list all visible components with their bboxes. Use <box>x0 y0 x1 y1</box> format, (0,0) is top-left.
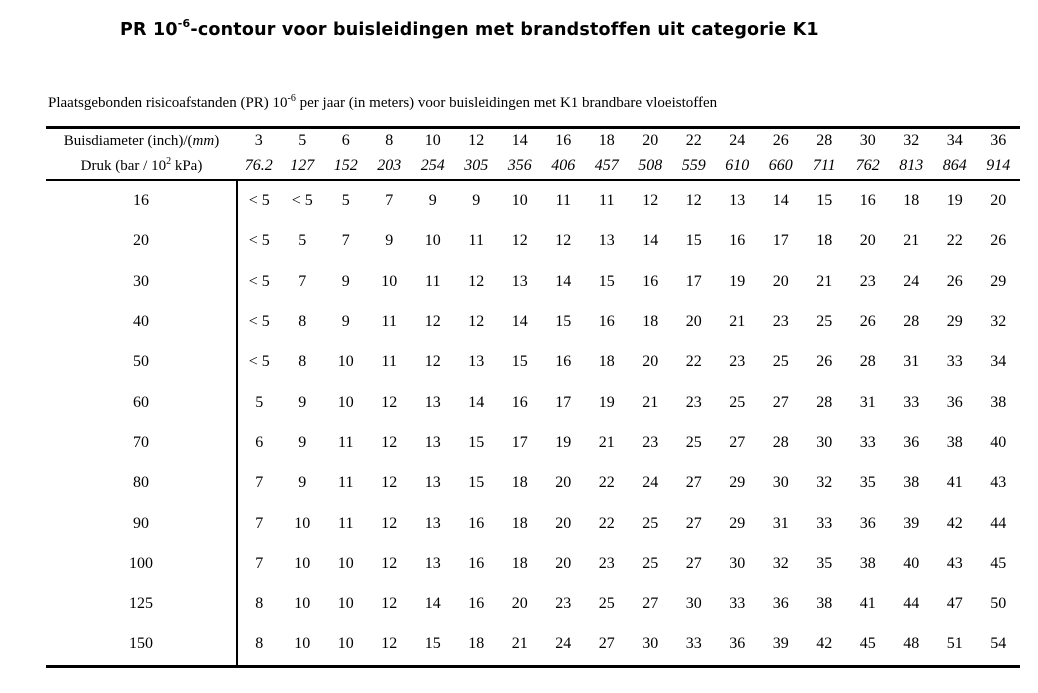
distance-cell: 30 <box>629 624 673 666</box>
distance-cell: 23 <box>598 554 615 572</box>
distance-cell: 7 <box>341 232 350 250</box>
distance-cell: 48 <box>890 624 934 666</box>
distance-cell: 10 <box>324 624 368 666</box>
distance-cell: 25 <box>772 353 789 371</box>
distance-cell: 12 <box>424 353 441 371</box>
diameter-inch-cell: 34 <box>933 128 977 154</box>
table-row <box>46 221 1020 261</box>
table-caption <box>48 95 717 112</box>
header-label-diameter <box>46 128 237 154</box>
distance-cell: 24 <box>642 474 659 492</box>
diameter-inch-cell: 8 <box>368 128 412 154</box>
distance-cell: 16 <box>859 192 876 210</box>
distance-cell: 24 <box>542 624 586 666</box>
table-row <box>46 382 1020 422</box>
distance-cell: 15 <box>598 272 615 290</box>
caption-suffix: per jaar (in meters) voor buisleidingen met K1 brandbare vloeistoffen <box>295 95 718 111</box>
header-label-pressure <box>46 153 237 180</box>
distance-cell: 21 <box>816 272 833 290</box>
diameter-mm-cell: 203 <box>368 153 412 180</box>
distance-cell: 25 <box>685 433 702 451</box>
distance-cell: 10 <box>281 624 325 666</box>
page-title <box>120 17 819 40</box>
diameter-mm-cell: 406 <box>542 153 586 180</box>
distance-cell: 16 <box>555 353 572 371</box>
distance-cell: 43 <box>990 474 1007 492</box>
diameter-mm-cell: 660 <box>759 153 803 180</box>
distance-cell: < 5 <box>291 192 313 210</box>
pressure-label: 16 <box>46 180 237 221</box>
distance-cell: 18 <box>642 313 659 331</box>
distance-cell: 35 <box>859 474 876 492</box>
distance-cell: 17 <box>555 393 572 411</box>
distance-cell: 27 <box>685 554 702 572</box>
distance-cell: 20 <box>685 313 702 331</box>
distance-cell: 36 <box>903 433 920 451</box>
distance-cell: 12 <box>381 393 398 411</box>
distance-cell: 9 <box>341 272 350 290</box>
distance-cell: 18 <box>511 474 528 492</box>
diameter-mm-cell: 762 <box>846 153 890 180</box>
diameter-mm-cell: 813 <box>890 153 934 180</box>
distance-cell: 23 <box>555 595 572 613</box>
distance-cell: 7 <box>255 554 264 572</box>
distance-cell: 23 <box>772 313 789 331</box>
distance-cell: 14 <box>468 393 485 411</box>
header-label-diameter-text: Buisdiameter (inch)/( <box>63 132 193 149</box>
distance-cell: 18 <box>511 514 528 532</box>
distance-cell: 28 <box>772 433 789 451</box>
distance-cell: 12 <box>381 474 398 492</box>
caption-prefix: Plaatsgebonden risicoafstanden (PR) 10 <box>48 95 288 111</box>
caption-exponent: -6 <box>287 93 296 104</box>
distance-cell: 42 <box>946 514 963 532</box>
diameter-mm-cell: 305 <box>455 153 499 180</box>
distance-cell: 33 <box>946 353 963 371</box>
distance-cell: 38 <box>859 554 876 572</box>
distance-cell: 19 <box>946 192 963 210</box>
distance-cell: 16 <box>598 313 615 331</box>
distance-cell: 15 <box>511 353 528 371</box>
distance-cell: 38 <box>946 433 963 451</box>
distance-cell: 39 <box>903 514 920 532</box>
distance-cell: 25 <box>642 554 659 572</box>
distance-cell: 29 <box>729 514 746 532</box>
distance-cell: 18 <box>903 192 920 210</box>
distance-cell: 18 <box>598 353 615 371</box>
distance-cell: 39 <box>759 624 803 666</box>
pressure-label: 20 <box>46 221 237 261</box>
distance-cell: 24 <box>903 272 920 290</box>
distance-cell: 12 <box>642 192 659 210</box>
distance-cell: 27 <box>729 433 746 451</box>
diameter-mm-cell: 711 <box>803 153 847 180</box>
distance-cell: 22 <box>598 514 615 532</box>
distance-cell: 12 <box>368 624 412 666</box>
distance-cell: 31 <box>772 514 789 532</box>
distance-cell: 10 <box>337 353 354 371</box>
diameter-inch-cell: 20 <box>629 128 673 154</box>
distance-cell: 17 <box>772 232 789 250</box>
distance-cell: < 5 <box>248 272 270 290</box>
distance-cell: 20 <box>859 232 876 250</box>
distance-cell: 33 <box>729 595 746 613</box>
distance-cell: 30 <box>772 474 789 492</box>
distance-cell: 14 <box>642 232 659 250</box>
distance-cell: 18 <box>816 232 833 250</box>
distance-cell: 7 <box>255 514 264 532</box>
distance-cell: 11 <box>599 192 615 210</box>
distance-cell: 20 <box>555 554 572 572</box>
distance-cell: 10 <box>294 514 311 532</box>
distance-cell: 35 <box>816 554 833 572</box>
distance-cell: 27 <box>772 393 789 411</box>
header-label-pressure-unit: kPa) <box>171 157 203 174</box>
diameter-mm-cell: 356 <box>498 153 542 180</box>
diameter-inch-cell: 3 <box>237 128 281 154</box>
distance-cell: 21 <box>642 393 659 411</box>
distance-cell: 9 <box>298 474 307 492</box>
pressure-label: 150 <box>46 624 237 666</box>
distance-cell: 20 <box>772 272 789 290</box>
risk-distance-table <box>46 126 1020 668</box>
distance-cell: 27 <box>642 595 659 613</box>
distance-cell: 23 <box>859 272 876 290</box>
distance-cell: 41 <box>859 595 876 613</box>
distance-cell: 5 <box>255 393 264 411</box>
distance-cell: 8 <box>255 595 264 613</box>
distance-cell: 7 <box>298 272 307 290</box>
table-row <box>46 503 1020 543</box>
distance-cell: 6 <box>255 433 264 451</box>
diameter-mm-cell: 508 <box>629 153 673 180</box>
distance-cell: 13 <box>424 393 441 411</box>
distance-cell: 15 <box>555 313 572 331</box>
distance-cell: 12 <box>685 192 702 210</box>
distance-cell: 19 <box>598 393 615 411</box>
distance-cell: 18 <box>455 624 499 666</box>
pressure-label: 30 <box>46 262 237 302</box>
distance-cell: 23 <box>642 433 659 451</box>
distance-cell: 15 <box>468 433 485 451</box>
distance-cell: 9 <box>341 313 350 331</box>
diameter-inch-cell: 30 <box>846 128 890 154</box>
distance-cell: 10 <box>294 595 311 613</box>
distance-cell: 36 <box>772 595 789 613</box>
distance-cell: 16 <box>468 554 485 572</box>
table-row <box>46 302 1020 342</box>
distance-cell: 9 <box>472 192 481 210</box>
distance-cell: 9 <box>428 192 437 210</box>
header-row-diameter-mm <box>46 153 1020 180</box>
distance-cell: 12 <box>468 313 485 331</box>
distance-cell: 13 <box>424 514 441 532</box>
header-label-diameter-close: ) <box>214 132 220 149</box>
distance-cell: 41 <box>946 474 963 492</box>
diameter-inch-cell: 32 <box>890 128 934 154</box>
table-body <box>46 180 1020 666</box>
distance-cell: 26 <box>990 232 1007 250</box>
distance-cell: 38 <box>903 474 920 492</box>
diameter-mm-cell: 610 <box>716 153 760 180</box>
table-row <box>46 180 1020 221</box>
distance-cell: 11 <box>468 232 484 250</box>
diameter-inch-cell: 36 <box>977 128 1021 154</box>
distance-cell: 18 <box>511 554 528 572</box>
distance-cell: 11 <box>425 272 441 290</box>
distance-cell: 7 <box>385 192 394 210</box>
distance-cell: < 5 <box>248 353 270 371</box>
distance-cell: 31 <box>859 393 876 411</box>
distance-cell: 38 <box>990 393 1007 411</box>
pressure-label: 80 <box>46 463 237 503</box>
pressure-label: 50 <box>46 342 237 382</box>
distance-cell: 51 <box>933 624 977 666</box>
distance-cell: 8 <box>237 624 281 666</box>
distance-cell: 16 <box>511 393 528 411</box>
distance-cell: 20 <box>990 192 1007 210</box>
diameter-inch-cell: 10 <box>411 128 455 154</box>
distance-cell: 9 <box>385 232 394 250</box>
distance-cell: 26 <box>859 313 876 331</box>
header-label-pressure-text: Druk (bar / 10 <box>80 157 167 174</box>
table-row <box>46 262 1020 302</box>
distance-cell: 29 <box>946 313 963 331</box>
distance-cell: < 5 <box>248 232 270 250</box>
distance-cell: 22 <box>598 474 615 492</box>
distance-cell: 20 <box>555 474 572 492</box>
distance-cell: 23 <box>685 393 702 411</box>
distance-cell: 13 <box>729 192 746 210</box>
distance-cell: 13 <box>424 554 441 572</box>
distance-cell: 5 <box>298 232 307 250</box>
distance-cell: 28 <box>859 353 876 371</box>
diameter-inch-cell: 18 <box>585 128 629 154</box>
distance-cell: 36 <box>859 514 876 532</box>
pressure-label: 60 <box>46 382 237 422</box>
distance-cell: 21 <box>903 232 920 250</box>
distance-cell: 27 <box>585 624 629 666</box>
pressure-label: 125 <box>46 584 237 624</box>
distance-cell: 22 <box>946 232 963 250</box>
distance-cell: 47 <box>946 595 963 613</box>
distance-cell: 21 <box>729 313 746 331</box>
distance-cell: 26 <box>816 353 833 371</box>
distance-cell: 23 <box>729 353 746 371</box>
distance-cell: 12 <box>381 595 398 613</box>
distance-cell: 11 <box>338 474 354 492</box>
distance-cell: 45 <box>846 624 890 666</box>
distance-cell: 20 <box>555 514 572 532</box>
distance-cell: 54 <box>977 624 1021 666</box>
diameter-mm-cell: 254 <box>411 153 455 180</box>
distance-cell: 20 <box>511 595 528 613</box>
distance-cell: 33 <box>816 514 833 532</box>
distance-cell: 25 <box>729 393 746 411</box>
distance-cell: 33 <box>859 433 876 451</box>
header-label-pressure-exponent: 2 <box>166 155 172 167</box>
distance-cell: 15 <box>411 624 455 666</box>
diameter-inch-cell: 5 <box>281 128 325 154</box>
distance-cell: < 5 <box>248 192 270 210</box>
distance-cell: 27 <box>685 514 702 532</box>
distance-cell: 15 <box>468 474 485 492</box>
distance-cell: 32 <box>772 554 789 572</box>
distance-cell: 40 <box>903 554 920 572</box>
distance-cell: 10 <box>511 192 528 210</box>
distance-cell: 10 <box>424 232 441 250</box>
distance-cell: 29 <box>729 474 746 492</box>
distance-cell: 13 <box>424 433 441 451</box>
diameter-inch-cell: 24 <box>716 128 760 154</box>
diameter-inch-cell: 14 <box>498 128 542 154</box>
title-suffix: -contour voor buisleidingen met brandstoffen uit categorie K1 <box>190 20 819 40</box>
distance-cell: 8 <box>298 353 307 371</box>
distance-cell: 33 <box>672 624 716 666</box>
distance-cell: < 5 <box>248 313 270 331</box>
distance-cell: 50 <box>990 595 1007 613</box>
distance-cell: 25 <box>598 595 615 613</box>
table-row <box>46 423 1020 463</box>
distance-cell: 14 <box>424 595 441 613</box>
distance-cell: 11 <box>381 353 397 371</box>
distance-cell: 36 <box>716 624 760 666</box>
distance-cell: 17 <box>511 433 528 451</box>
distance-cell: 14 <box>772 192 789 210</box>
title-exponent: -6 <box>177 17 191 30</box>
distance-cell: 16 <box>468 595 485 613</box>
distance-cell: 45 <box>990 554 1007 572</box>
distance-cell: 30 <box>816 433 833 451</box>
distance-cell: 10 <box>337 393 354 411</box>
distance-cell: 20 <box>642 353 659 371</box>
distance-cell: 32 <box>816 474 833 492</box>
distance-cell: 28 <box>816 393 833 411</box>
distance-cell: 15 <box>816 192 833 210</box>
diameter-mm-cell: 559 <box>672 153 716 180</box>
table-row <box>46 584 1020 624</box>
distance-cell: 33 <box>903 393 920 411</box>
table-row <box>46 544 1020 584</box>
diameter-mm-cell: 152 <box>324 153 368 180</box>
distance-cell: 11 <box>381 313 397 331</box>
distance-cell: 12 <box>555 232 572 250</box>
distance-cell: 13 <box>468 353 485 371</box>
distance-cell: 26 <box>946 272 963 290</box>
distance-cell: 29 <box>990 272 1007 290</box>
distance-cell: 44 <box>903 595 920 613</box>
distance-cell: 16 <box>729 232 746 250</box>
diameter-mm-cell: 864 <box>933 153 977 180</box>
distance-cell: 16 <box>642 272 659 290</box>
distance-cell: 8 <box>298 313 307 331</box>
distance-cell: 19 <box>555 433 572 451</box>
distance-cell: 10 <box>381 272 398 290</box>
diameter-inch-cell: 16 <box>542 128 586 154</box>
pressure-label: 40 <box>46 302 237 342</box>
distance-cell: 13 <box>511 272 528 290</box>
distance-cell: 21 <box>498 624 542 666</box>
distance-cell: 17 <box>685 272 702 290</box>
distance-cell: 43 <box>946 554 963 572</box>
distance-cell: 30 <box>729 554 746 572</box>
distance-cell: 42 <box>803 624 847 666</box>
distance-cell: 11 <box>338 433 354 451</box>
distance-cell: 12 <box>424 313 441 331</box>
distance-cell: 25 <box>816 313 833 331</box>
header-label-diameter-unit: mm <box>192 132 215 149</box>
distance-cell: 12 <box>381 433 398 451</box>
distance-cell: 12 <box>381 514 398 532</box>
distance-cell: 44 <box>990 514 1007 532</box>
distance-cell: 9 <box>298 433 307 451</box>
diameter-inch-cell: 28 <box>803 128 847 154</box>
distance-cell: 38 <box>816 595 833 613</box>
distance-cell: 7 <box>255 474 264 492</box>
diameter-inch-cell: 26 <box>759 128 803 154</box>
distance-cell: 12 <box>511 232 528 250</box>
distance-cell: 40 <box>990 433 1007 451</box>
distance-cell: 13 <box>598 232 615 250</box>
distance-cell: 12 <box>381 554 398 572</box>
distance-cell: 14 <box>511 313 528 331</box>
distance-cell: 10 <box>337 595 354 613</box>
distance-cell: 13 <box>424 474 441 492</box>
distance-cell: 22 <box>685 353 702 371</box>
table-row <box>46 624 1020 666</box>
table-row <box>46 463 1020 503</box>
diameter-mm-cell: 76.2 <box>237 153 281 180</box>
pressure-label: 100 <box>46 544 237 584</box>
diameter-inch-cell: 6 <box>324 128 368 154</box>
distance-cell: 27 <box>685 474 702 492</box>
table-row <box>46 342 1020 382</box>
diameter-mm-cell: 457 <box>585 153 629 180</box>
distance-cell: 30 <box>685 595 702 613</box>
pressure-label: 70 <box>46 423 237 463</box>
distance-cell: 15 <box>685 232 702 250</box>
distance-cell: 5 <box>341 192 350 210</box>
distance-cell: 10 <box>337 554 354 572</box>
distance-cell: 25 <box>642 514 659 532</box>
diameter-mm-cell: 914 <box>977 153 1021 180</box>
distance-cell: 21 <box>598 433 615 451</box>
distance-cell: 19 <box>729 272 746 290</box>
diameter-inch-cell: 22 <box>672 128 716 154</box>
title-prefix: PR 10 <box>120 20 178 40</box>
distance-cell: 11 <box>555 192 571 210</box>
distance-cell: 32 <box>990 313 1007 331</box>
distance-cell: 31 <box>903 353 920 371</box>
distance-cell: 10 <box>294 554 311 572</box>
diameter-inch-cell: 12 <box>455 128 499 154</box>
diameter-mm-cell: 127 <box>281 153 325 180</box>
distance-cell: 36 <box>946 393 963 411</box>
distance-cell: 11 <box>338 514 354 532</box>
pressure-label: 90 <box>46 503 237 543</box>
distance-cell: 34 <box>990 353 1007 371</box>
distance-cell: 14 <box>555 272 572 290</box>
distance-cell: 16 <box>468 514 485 532</box>
distance-cell: 12 <box>468 272 485 290</box>
distance-cell: 9 <box>298 393 307 411</box>
header-row-diameter-inch <box>46 128 1020 154</box>
distance-cell: 28 <box>903 313 920 331</box>
